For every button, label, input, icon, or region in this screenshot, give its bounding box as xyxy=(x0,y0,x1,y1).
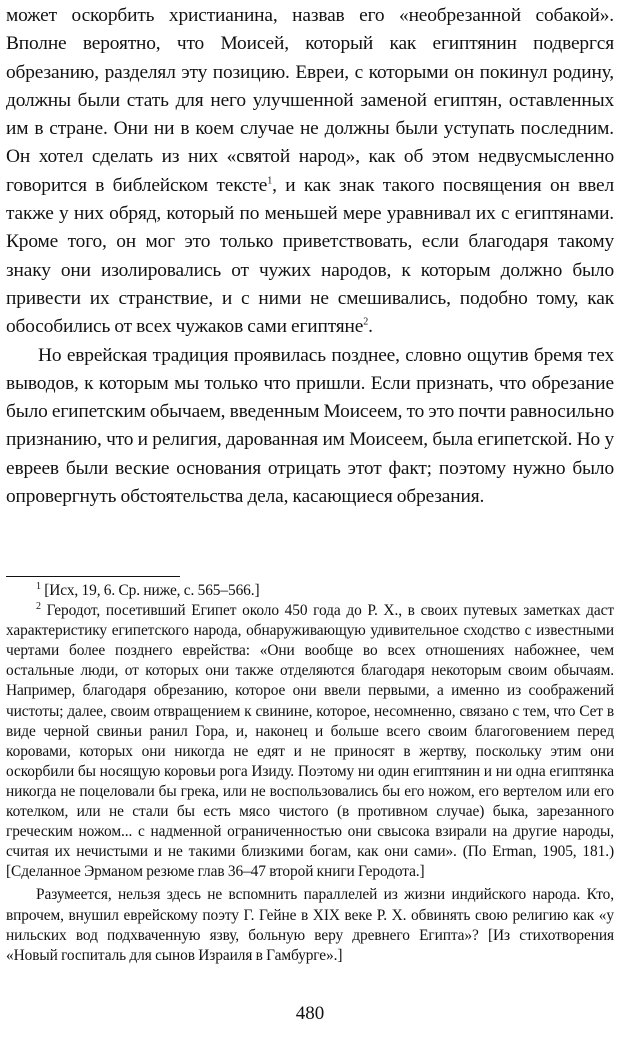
page-number: 480 xyxy=(295,1003,325,1024)
footnote-1 xyxy=(6,581,614,601)
footnote-2-continuation: Разумеется, нельзя здесь не вспомнить параллелей из жизни индийского народа. Кто, впрочем, внушил еврейскому поэту Г. Гейне в XIX веке Р. Х. обвинять свою религию как «у нильских вод подхваченную язву, больную веру древнего Египта»? [Из стихотворения «Новый госпиталь для сынов Израиля в Гамбурге».] xyxy=(6,886,614,964)
paragraph-1 xyxy=(6,2,614,342)
footnote-1-marker: 1 xyxy=(36,580,41,592)
footnote-ref-1: 1 xyxy=(267,175,273,187)
paragraph-1-text-b: , и как знак такого посвящения он ввел также у них обряд, который по меньшей мере уравнивал их с египтянами. Кроме того, он мог это только приветствовать, если благодаря такому знаку они изолировались от чужих народов, к которым должно было привести их странствие, и с ними не смешивались, подобно тому, как обособились от всех чужаков сами египтяне xyxy=(6,174,614,338)
footnote-divider xyxy=(6,576,180,577)
footnote-2 xyxy=(6,601,614,882)
paragraph-2: Но еврейская традиция проявилась позднее, словно ощутив бремя тех выводов, к которым мы только что пришли. Если признать, что обрезание было египетским обычаем, введенным Моисеем, то это почти равносильно признанию, что и религия, дарованная им Моисеем, была египетской. Но у евреев были веские основания отрицать этот факт; поэтому нужно было опровергнуть обстоятельства дела, касающиеся обрезания. xyxy=(6,344,614,508)
footnote-2-text: Геродот, посетивший Египет около 450 года до Р. Х., в своих путевых заметках даст характеристику египетского народа, обнаруживающую удивительное сходство с известными чертами более позднего еврейства: «Они вообще во всех отношениях набожнее, чем остальные люди, от которых они также отделяются благодаря некоторым своим обычаям. Например, благодаря обрезанию, которое они ввели первыми, а именно из соображений чистоты; далее, своим отвращением к свинине, которое, несомненно, связано с тем, что Сет в виде черной свиньи ранил Гора, и, наконец и больше всего своим благоговением перед коровами, которых они никогда не едят и не приносят в жертву, поскольку этим они оскорбили бы носящую коровьи рога Изиду. Поэтому ни один египтянин и ни одна египтянка никогда не поцеловали бы грека, или не воспользовались бы его ножом, его вертелом или его котелком, или не стали бы есть мясо чистого (в противном случае) быка, зарезанного греческим ножом... с надменной ограниченностью они свысока взирали на другие народы, считая их нечистыми и не такими близкими богам, как они сами». (По Erman, 1905, 181.) [Сделанное Эрманом резюме глав 36–47 второй книги Геродота.] xyxy=(6,602,614,881)
footnote-2-marker: 2 xyxy=(36,600,41,612)
paragraph-1-text-c: . xyxy=(368,316,373,338)
paragraph-1-text-a: может оскорбить христианина, назвав его «необрезанной собакой». Вполне вероятно, что Моисей, который как египтянин подвергся обрезанию, разделял эту позицию. Евреи, с которыми он покинул родину, должны были стать для него улучшенной заменой египтян, оставленных им в стране. Они ни в коем случае не должны были уступать последним. Он хотел сделать из них «святой народ», как об этом недвусмысленно говорится в библейском тексте xyxy=(6,5,614,196)
footnote-1-text: [Исх, 19, 6. Ср. ниже, с. 565–566.] xyxy=(40,582,260,599)
footnotes xyxy=(6,581,614,966)
main-text xyxy=(6,2,614,511)
footnote-ref-2: 2 xyxy=(363,316,369,328)
